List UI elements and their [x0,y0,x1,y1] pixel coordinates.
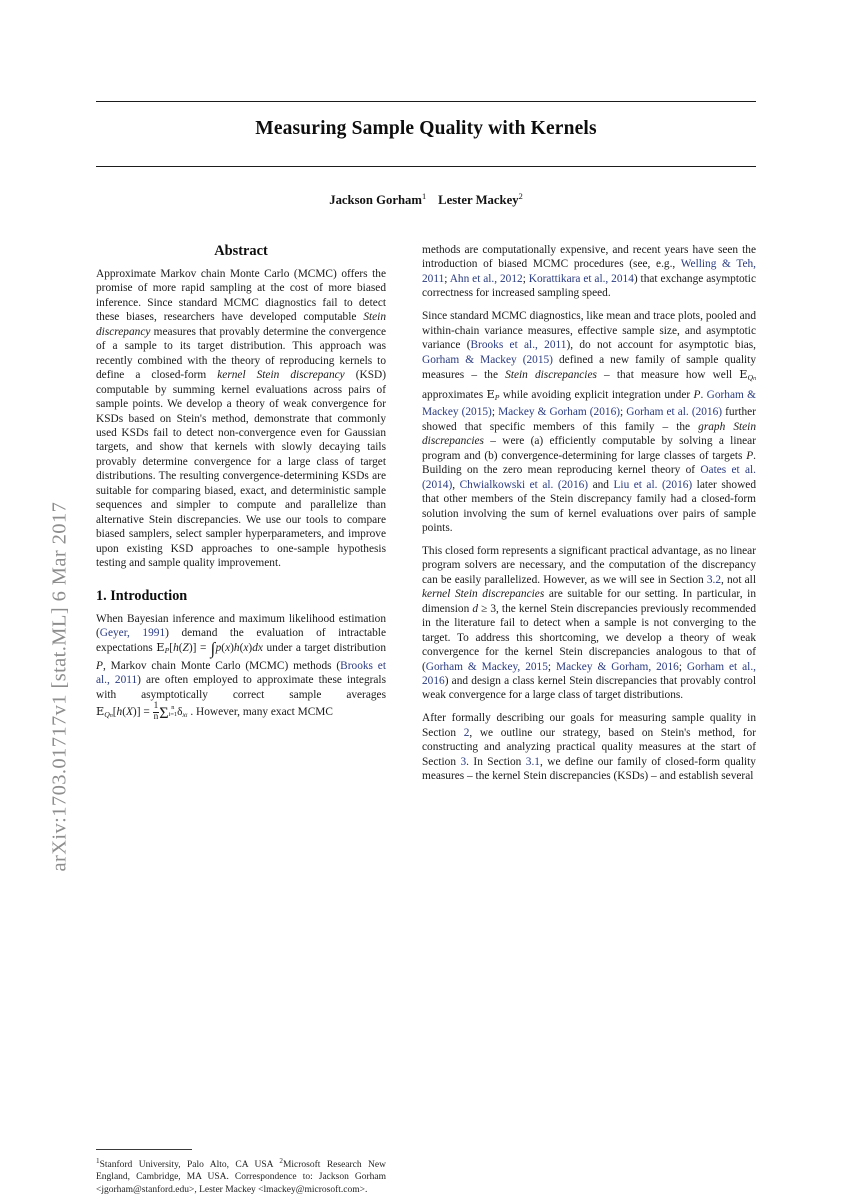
right-paragraph-3 [422,544,756,703]
author-affiliation-marker-2: 2 [518,192,523,201]
rc-p3-sep-1: ; [547,660,556,673]
section-ref-3[interactable]: 3 [460,755,467,768]
rc-p2-text-n: and [588,478,614,491]
rc-p2-sep-1: ; [491,406,499,419]
citation-geyer-1991[interactable]: Geyer, 1991 [99,626,166,639]
intro-text-c: under a target distribution [262,642,386,655]
rc-p4-text-d: , we define our family of closed-form quality measures – the kernel Stein discrepancies (KSDs) – and establish several [422,755,756,783]
two-column-body [96,243,757,1195]
title-rule-bottom [96,166,756,167]
rc-p1-sep-1: ; [444,272,450,285]
page-title: Measuring Sample Quality with Kernels [255,118,597,139]
rc-p1-text-a: methods are computationally expensive, and recent years have seen the introduction of biased MCMC procedures (see, e.g., [422,244,756,271]
intro-text-f: . However, many exact MCMC [187,706,333,719]
rc-p2-sep-3: , [452,478,460,491]
citation-gorham-mackey-2015-c[interactable]: Gorham & Mackey, 2015 [425,660,548,673]
rc-p2-text-a: Since standard MCMC diagnostics, like mean and trace plots, pooled and within-chain variance measures, effective sample size, and asymptotic variance ( [422,310,756,352]
rc-p2-text-k: – were (a) efficiently computable by solving a linear program and (b) convergence-determining for large classes of targets [422,435,756,462]
rc-p1-text-end: ) that exchange asymptotic correctness for increased sampling speed. [422,272,756,300]
intro-text-b: ) demand the evaluation of intractable expectations [96,626,386,655]
abstract-text-b: measures that provably determine the convergence of a sample to its target distribution. This approach was recently combined with the theory of reproducing kernels to define a closed-form [96,325,386,382]
rc-p3-text-d: , the kernel Stein discrepancies previously recommended in the literature fail to detect when a sample is not converging to the target. To address this shortcoming, we develop a theory of weak convergence for the kernel Stein discrepancies analogous to that of ( [422,602,756,673]
citation-brooks-2011[interactable]: Brooks et al., 2011 [96,660,386,687]
rc-p2-emphasis-2: graph Stein discrepancies [422,420,756,448]
citation-korattikara-2014[interactable]: Korattikara et al., 2014 [528,272,634,285]
rc-p2-text-j: further showed that specific members of this family – the [422,406,756,433]
footnote-rule [96,1149,192,1150]
introduction-paragraph [96,612,386,724]
section-ref-3-1[interactable]: 3.1 [525,755,540,768]
rc-p2-sep-2: ; [620,406,627,419]
right-paragraph-4 [422,711,756,783]
citation-ahn-2012[interactable]: Ahn et al., 2012 [449,272,523,285]
rc-p2-text-e: approximates [422,388,487,401]
intro-text-e: ) are often employed to approximate these integrals with asymptotically correct sample averages [96,674,386,701]
rc-p2-emphasis-1: Stein discrepancies [505,369,597,382]
rc-p2-text-o: later showed that other members of the Stein discrepancy family had a closed-form solution involving the sum of kernel evaluations over pairs of sample points. [422,478,756,534]
author-name-second: Lester Mackey [438,193,519,208]
rc-p4-text-a: After formally describing our goals for measuring sample quality in Section [422,712,756,739]
rc-p2-text-g: . [700,388,707,401]
abstract-emphasis-2: kernel Stein discrepancy [217,369,345,382]
citation-mackey-gorham-2016[interactable]: Mackey & Gorham (2016) [498,406,621,419]
section-heading-introduction: 1. Introduction [96,587,188,604]
citation-welling-teh-2011[interactable]: Welling & Teh, 2011 [422,258,756,285]
paper-page [96,0,757,1195]
math-expectation-integral: $E_P[h(Z)] = \int p(x)h(x)dx$ [156,639,263,659]
rc-p3-sep-2: ; [678,660,687,673]
author-line [96,192,756,208]
section-ref-2[interactable]: 2 [463,726,470,739]
rc-p2-text-c: defined a new family of sample quality measures – the [422,353,757,382]
math-P-2: P [746,449,754,462]
abstract-text-c: (KSD) computable by summing kernel evaluations across pairs of sample points. We develop a theory of weak convergence for KSDs based on Stein's method, demonstrate that commonly used KSDs fail to detect non-convergence even for Gaussian targets, and show that kernels with slowly decaying tails provably determine convergence for a large class of target distributions. The resulting convergence-determining KSDs are suitable for comparing biased, exact, and deterministic sample sequences and simpler to compute and parallelize than alternative Stein discrepancies. We use our tools to compare biased samplers, select sampler hyperparameters, and improve upon existing KSD approaches to one-sample hypothesis testing and sample quality improvement. [96,369,386,570]
math-EP: $E_P$ [486,386,500,402]
citation-chwialkowski-2016[interactable]: Chwialkowski et al. (2016) [459,478,589,491]
title-rule-top [96,101,756,102]
abstract-emphasis-1: Stein discrepancy [96,311,386,338]
math-target-P: P [96,660,103,673]
rc-p3-text-a: This closed form represents a significant practical advantage, as no linear program solvers are necessary, and the computation of the discrepancy can be easily parallelized. However, as we will see in Section [422,544,756,586]
citation-gorham-2016-b[interactable]: Gorham et al., 2016 [422,660,756,687]
rc-p4-text-b: , we outline our strategy, based on Stein's method, for constructing and analyzing practical quality measures at the start of Section [422,726,756,768]
math-sample-average: $E_{Qn}[h(X)]$ = $\frac{1}{n}$ Σ n i=1 $\delta_{xi}$ [96,701,188,723]
rc-p3-text-b: , not all [721,573,756,586]
citation-gorham-mackey-2015-a[interactable]: Gorham & Mackey (2015) [422,353,553,366]
citation-oates-2014[interactable]: Oates et al. (2014) [422,464,756,491]
left-column [96,243,386,1195]
arxiv-stamp-text: arXiv:1703.01717v1 [stat.ML] 6 Mar 2017 [48,501,71,872]
footnote-text [96,1155,386,1196]
abstract-heading: Abstract [214,243,268,259]
footnote-marker-1: 1 [96,1157,100,1165]
citation-liu-2016[interactable]: Liu et al. (2016) [613,478,693,491]
citation-brooks-2011-rc[interactable]: Brooks et al., 2011 [470,339,567,352]
rc-p3-emphasis-1: kernel Stein discrepancies [422,588,545,601]
rc-p2-text-l: . Building on the zero mean reproducing kernel theory of [422,449,756,477]
arxiv-stamp [0,0,70,1100]
abstract-paragraph [96,267,386,571]
intro-text-d: , Markov chain Monte Carlo (MCMC) methods ( [102,660,341,673]
right-paragraph-1 [422,243,756,301]
rc-p2-text-f: while avoiding explicit integration under [499,388,694,401]
citation-gorham-2016[interactable]: Gorham et al. (2016) [626,406,723,419]
math-EQn: $E_{Qn}$ [739,367,756,383]
footnote-block [96,1149,386,1196]
abstract-text-a: Approximate Markov chain Monte Carlo (MCMC) offers the promise of more rapid sampling at the cost of more biased inference. Since standard MCMC diagnostics fail to detect these biases, researchers have developed computable [96,268,386,324]
author-affiliation-marker-1: 1 [421,192,427,201]
rc-p3-text-c: are suitable for our setting. In particular, in dimension [422,588,756,615]
section-ref-3-2[interactable]: 3.2 [706,573,722,586]
math-P-1: P [693,388,701,401]
rc-p4-text-c: . In Section [466,755,526,768]
author-name-first: Jackson Gorham [329,193,422,208]
rc-p2-text-d: – that measure how well [596,369,740,382]
math-dimension-d: d ≥ 3 [472,602,497,615]
intro-text-a: When Bayesian inference and maximum likelihood estimation ( [96,612,386,639]
rc-p2-text-b: ), do not account for asymptotic bias, [566,339,757,352]
footnote-affiliation-1: Stanford University, Palo Alto, CA USA [99,1160,280,1171]
right-paragraph-2 [422,309,756,535]
citation-gorham-mackey-2015-b[interactable]: Gorham & Mackey (2015) [422,388,756,419]
rc-p1-sep-2: ; [522,272,529,285]
rc-p3-text-g: ) and design a class kernel Stein discrepancies that provably control weak convergence for a large class of target distributions. [422,675,756,702]
footnote-affiliation-2: Microsoft Research New England, Cambridge, MA USA. Correspondence to: Jackson Gorham <jgorham@stanford.edu>, Lester Mackey <lmackey@microsoft.com>. [96,1160,386,1195]
citation-mackey-gorham-2016-b[interactable]: Mackey & Gorham, 2016 [555,660,679,673]
footnote-marker-2: 2 [279,1157,283,1165]
right-column [422,243,756,792]
